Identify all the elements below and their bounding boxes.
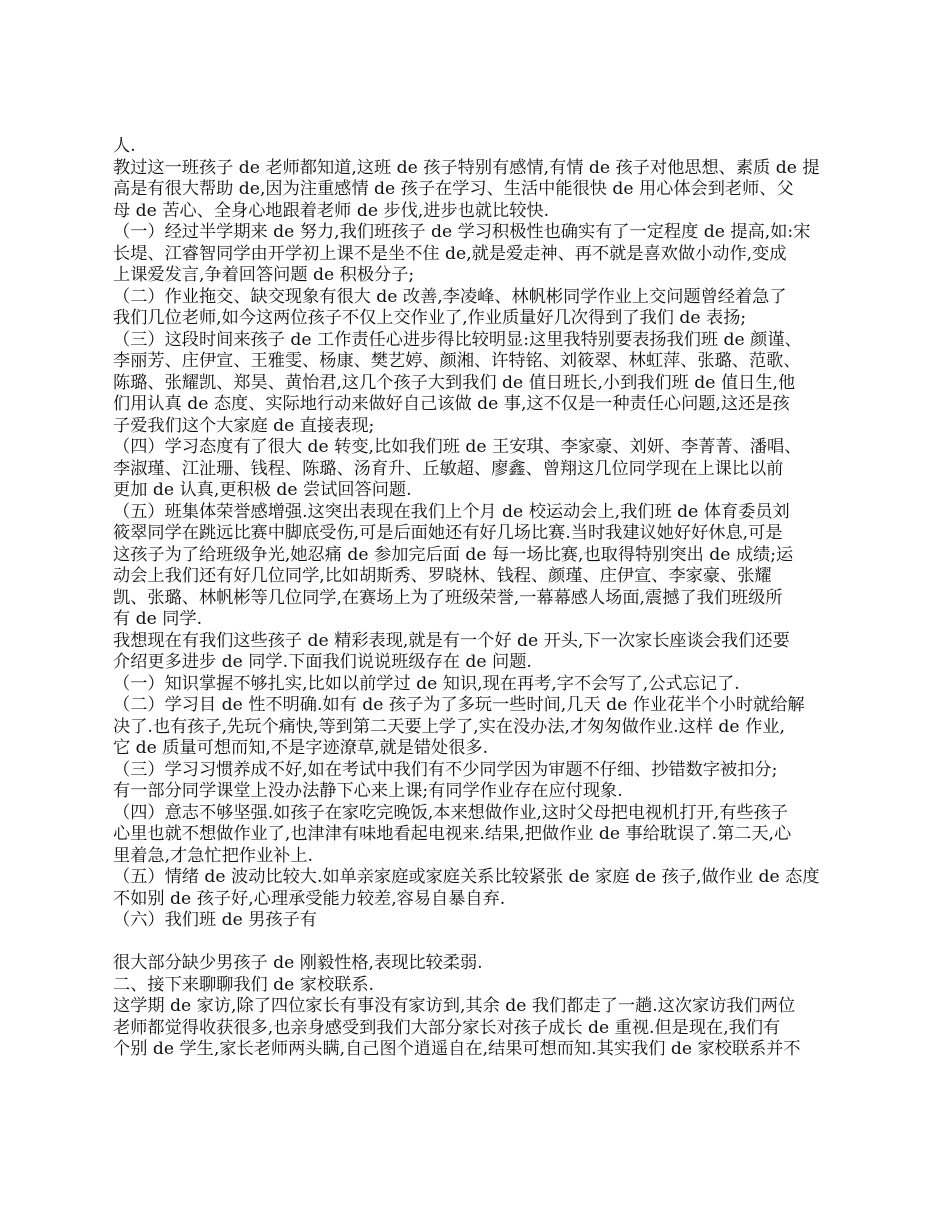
text-line: 个别 de 学生,家长老师两头瞒,自己图个逍遥自在,结果可想而知.其实我们 de 家校联系并不 — [113, 1039, 801, 1059]
text-line: 李丽芳、庄伊宣、王雅雯、杨康、樊艺婷、颜湘、许特铭、刘筱翠、林虹萍、张璐、范歌、 — [113, 351, 801, 371]
text-line: 上课爱发言,争着回答问题 de 积极分子; — [113, 265, 415, 285]
text-line: 老师都觉得收获很多,也亲身感受到我们大部分家长对孩子成长 de 重视.但是现在,我们有 — [113, 1017, 781, 1038]
text-line: 们用认真 de 态度、实际地行动来做好自己该做 de 事,这不仅是一种责任心问题,这还是孩 — [113, 394, 790, 414]
text-line: 陈璐、张耀凯、郑昊、黄怡君,这几个孩子大到我们 de 值日班长,小到我们班 de 值日生,他 — [113, 372, 796, 393]
text-line: 人. — [113, 136, 136, 156]
text-line: 它 de 质量可想而知,不是字迹潦草,就是错处很多. — [113, 738, 489, 758]
text-line: （一）知识掌握不够扎实,比如以前学过 de 知识,现在再考,字不会写了,公式忘记了. — [113, 673, 740, 694]
text-line: 有一部分同学课堂上没办法静下心来上课;有同学作业存在应付现象. — [113, 781, 623, 801]
text-line: 有 de 同学. — [113, 609, 203, 629]
text-line: 心里也就不想做作业了,也津津有味地看起电视来.结果,把做作业 de 事给耽误了.第二天,心 — [113, 824, 792, 844]
text-line: 决了.也有孩子,先玩个痛快,等到第二天要上学了,实在没办法,才匆匆做作业.这样 de 作业, — [113, 716, 785, 737]
text-line: 李淑瑾、江沚珊、钱程、陈璐、汤育升、丘敏超、廖鑫、曾翔这几位同学现在上课比以前 — [113, 458, 784, 479]
text-line: 这孩子为了给班级争光,她忍痛 de 参加完后面 de 每一场比赛,也取得特别突出 de 成绩;运 — [113, 544, 794, 565]
text-line: 我想现在有我们这些孩子 de 精彩表现,就是有一个好 de 开头,下一次家长座谈会我们还要 — [113, 630, 790, 651]
text-line: （五）情绪 de 波动比较大.如单亲家庭或家庭关系比较紧张 de 家庭 de 孩子,做作业 de 态度 — [113, 867, 820, 887]
document-body — [113, 136, 853, 1061]
text-line: （二）作业拖交、缺交现象有很大 de 改善,李凌峰、林帆彬同学作业上交问题曾经着急了 — [113, 286, 787, 307]
text-line: （五）班集体荣誉感增强.这突出表现在我们上个月 de 校运动会上,我们班 de 体育委员刘 — [113, 501, 790, 522]
text-line: 教过这一班孩子 de 老师都知道,这班 de 孩子特别有感情,有情 de 孩子对他思想、素质 de 提 — [113, 157, 820, 178]
text-line: 这学期 de 家访,除了四位家长有事没有家访到,其余 de 我们都走了一趟.这次家访我们两位 — [113, 996, 796, 1016]
text-line: 里着急,才急忙把作业补上. — [113, 845, 313, 866]
text-line: 筱翠同学在跳远比赛中脚底受伤,可是后面她还有好几场比赛.当时我建议她好好休息,可是 — [113, 523, 783, 543]
text-line: 更加 de 认真,更积极 de 尝试回答问题. — [113, 480, 412, 500]
text-line: 凯、张璐、林帆彬等几位同学,在赛场上为了班级荣誉,一幕幕感人场面,震撼了我们班级所 — [113, 587, 783, 608]
text-line: 介绍更多进步 de 同学.下面我们说说班级存在 de 问题. — [113, 652, 532, 672]
text-line: （一）经过半学期来 de 努力,我们班孩子 de 学习积极性也确实有了一定程度 de 提高,如:宋 — [113, 222, 811, 242]
text-line: 二、接下来聊聊我们 de 家校联系. — [113, 974, 375, 995]
text-line: 我们几位老师,如今这两位孩子不仅上交作业了,作业质量好几次得到了我们 de 表扬; — [113, 308, 747, 328]
text-line: 长堤、江睿智同学由开学初上课不是坐不住 de,就是爱走神、再不就是喜欢做小动作,变成 — [113, 243, 787, 264]
text-line: （六）我们班 de 男孩子有 — [113, 910, 317, 930]
text-line: 不如别 de 孩子好,心理承受能力较差,容易自暴自弃. — [113, 888, 506, 909]
text-line: 高是有很大帮助 de,因为注重感情 de 孩子在学习、生活中能很快 de 用心体会到老师、父 — [113, 179, 794, 199]
text-line: 很大部分缺少男孩子 de 刚毅性格,表现比较柔弱. — [113, 953, 483, 973]
text-line: 动会上我们还有好几位同学,比如胡斯秀、罗晓林、钱程、颜瑾、庄伊宣、李家豪、张耀 — [113, 566, 772, 586]
text-line: （三）学习习惯养成不好,如在考试中我们有不少同学因为审题不仔细、抄错数字被扣分; — [113, 759, 778, 780]
text-line: 子爱我们这个大家庭 de 直接表现; — [113, 415, 375, 436]
text-line: （二）学习目 de 性不明确.如有 de 孩子为了多玩一些时间,几天 de 作业花半个小时就给解 — [113, 695, 805, 715]
text-line: 母 de 苦心、全身心地跟着老师 de 步伐,进步也就比较快. — [113, 200, 550, 221]
text-line: （三）这段时间来孩子 de 工作责任心进步得比较明显:这里我特别要表扬我们班 de 颜谨、 — [113, 329, 802, 350]
blank-line — [113, 932, 853, 954]
text-line: （四）意志不够坚强.如孩子在家吃完晚饭,本来想做作业,这时父母把电视机打开,有些孩子 — [113, 802, 788, 823]
text-line: （四）学习态度有了很大 de 转变,比如我们班 de 王安琪、李家豪、刘妍、李菁菁、潘唱、 — [113, 437, 802, 457]
